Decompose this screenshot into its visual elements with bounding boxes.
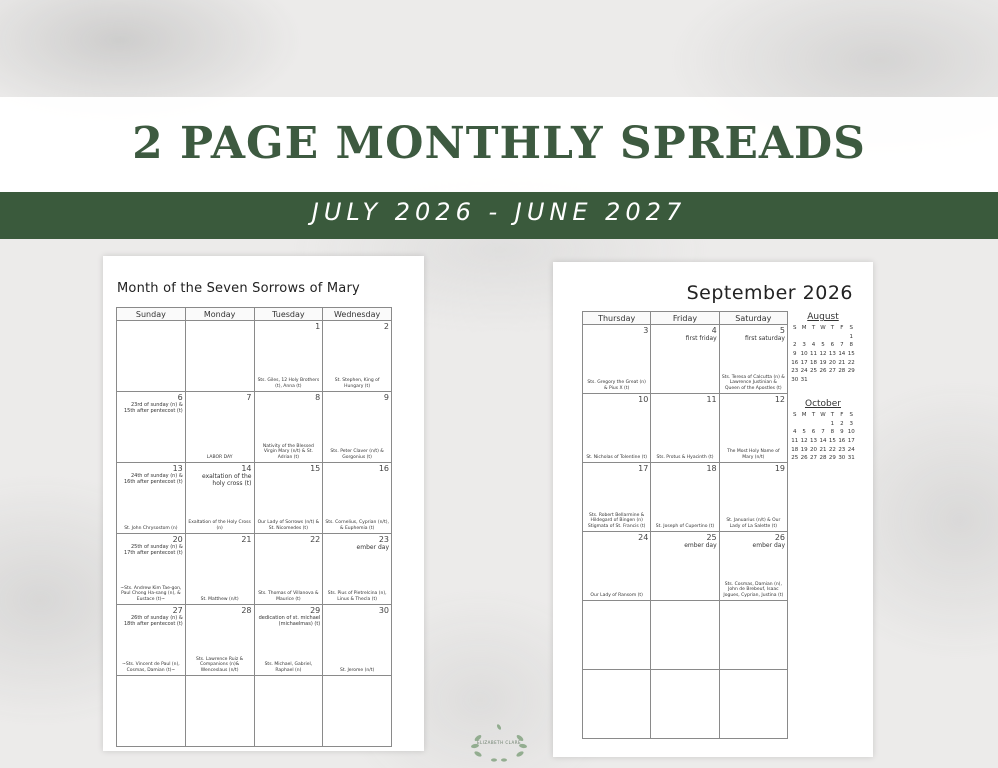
mini-weekday: M: [801, 325, 807, 332]
mini-day: 12: [819, 351, 827, 358]
calendar-grid-left: [116, 307, 392, 747]
mini-day: [809, 376, 818, 385]
month-theme-heading: Month of the Seven Sorrows of Mary: [117, 281, 360, 296]
feast-day-text: Exaltation of the Holy Cross (n): [188, 520, 251, 531]
calendar-week-row: [583, 394, 788, 463]
mini-day: 5: [821, 342, 825, 349]
mini-week-row: [790, 428, 856, 437]
liturgical-observance: ember day: [684, 542, 717, 549]
feast-day-text: St. Nicholas of Tolentine (t): [586, 454, 647, 460]
feast-day-text: St. Stephen, King of Hungary (t): [334, 378, 380, 389]
mini-day: 7: [840, 342, 844, 349]
mini-calendar-title: October: [804, 399, 842, 409]
mini-weekday: S: [849, 412, 854, 419]
calendar-day-cell: [254, 321, 323, 392]
feast-day-text: Sts. Gregory the Great (n) & Pius X (t): [587, 380, 646, 391]
mini-day: 25: [810, 368, 818, 375]
mini-weekday: T: [811, 325, 816, 332]
liturgical-observance: first saturday: [745, 335, 785, 342]
mini-weekday: S: [792, 412, 797, 419]
mini-week-row: [790, 376, 856, 385]
mini-day: 20: [810, 446, 818, 453]
mini-day: [809, 333, 818, 342]
mini-day: [828, 376, 837, 385]
day-number: 1: [315, 322, 321, 331]
calendar-week-row: [117, 321, 392, 392]
mini-day: 26: [800, 455, 808, 462]
feast-day-text: Sts. Cornelius, Cyprian (n/t), & Euphemia (t): [325, 520, 389, 531]
mini-day: 14: [819, 438, 827, 445]
calendar-day-cell: [583, 670, 651, 739]
mini-day: 21: [838, 359, 846, 366]
weekday-header: Sunday: [117, 308, 186, 321]
calendar-day-cell: [719, 532, 787, 601]
mini-week-row: [790, 445, 856, 454]
day-number: 11: [706, 395, 717, 404]
mini-day: [818, 333, 827, 342]
feast-day-text: Sts. Lawrence Ruiz & Companions (n)& Wenceslaus (n/t): [196, 656, 244, 673]
page-subtitle: JULY 2026 - JUNE 2027: [311, 198, 687, 226]
weekday-header: Tuesday: [254, 308, 323, 321]
weekday-header: Wednesday: [323, 308, 392, 321]
mini-weekday: W: [820, 412, 826, 419]
mini-day: 9: [840, 429, 844, 436]
day-number: 27: [172, 606, 183, 615]
mini-day: 2: [840, 420, 844, 427]
calendar-day-cell: [651, 601, 719, 670]
mini-day: 18: [791, 446, 799, 453]
calendar-day-cell: [185, 392, 254, 463]
calendar-day-cell: [185, 676, 254, 747]
feast-day-text: LABOR DAY: [206, 454, 233, 460]
day-number: 3: [643, 326, 649, 335]
mini-day: 31: [847, 455, 855, 462]
mini-day: [790, 333, 799, 342]
mini-week-row: [790, 420, 856, 429]
mini-day: 24: [800, 368, 808, 375]
mini-day: 16: [838, 438, 846, 445]
mini-week-row: [790, 454, 856, 463]
day-number: 24: [638, 533, 649, 542]
mini-week-row: [790, 350, 856, 359]
mini-day: 19: [800, 446, 808, 453]
weekday-header: Monday: [185, 308, 254, 321]
weekday-header: Thursday: [583, 312, 651, 325]
feast-day-text: St. Joseph of Cupertino (t): [655, 523, 715, 529]
mini-day: 9: [792, 351, 797, 358]
day-number: 22: [310, 535, 321, 544]
feast-day-text: Our Lady of Sorrows (n/t) & St. Nicomedes (t): [257, 520, 320, 531]
mini-day: 2: [792, 342, 797, 349]
mini-day: 15: [847, 351, 855, 358]
mini-weekday: M: [801, 412, 807, 419]
mini-day: 21: [819, 446, 827, 453]
mini-calendar-august: [790, 312, 856, 384]
brand-logo: [466, 718, 532, 766]
mini-day: 22: [847, 359, 855, 366]
feast-day-text: Sts. Giles, 12 Holy Brothers (t), Anna (t): [257, 378, 320, 389]
calendar-day-cell: [651, 532, 719, 601]
day-number: 4: [711, 326, 717, 335]
calendar-day-cell: [117, 463, 186, 534]
mini-day: [799, 333, 808, 342]
calendar-day-cell: [583, 601, 651, 670]
mini-week-row: [790, 341, 856, 350]
calendar-day-cell: [719, 601, 787, 670]
mini-day: [809, 420, 818, 429]
calendar-day-cell: [719, 670, 787, 739]
mini-day: 14: [838, 351, 846, 358]
mini-day: 28: [819, 455, 827, 462]
calendar-week-row: [117, 463, 392, 534]
weekday-header: Friday: [651, 312, 719, 325]
day-number: 25: [706, 533, 717, 542]
calendar-day-cell: [117, 392, 186, 463]
mini-day: 8: [849, 342, 854, 349]
feast-day-text: ~Sts. Andrew Kim Tae-gon, Paul Chong Ha-sang (n), & Eustace (t)~: [120, 585, 182, 602]
feast-day-text: St. Jerome (n/t): [339, 667, 375, 673]
calendar-day-cell: [185, 463, 254, 534]
calendar-day-cell: [254, 392, 323, 463]
mini-day: [828, 333, 837, 342]
mini-calendar-title: August: [807, 312, 839, 322]
calendar-day-cell: [651, 670, 719, 739]
calendar-day-cell: [719, 463, 787, 532]
calendar-day-cell: [323, 534, 392, 605]
day-number: 12: [774, 395, 785, 404]
mini-day: 4: [811, 342, 816, 349]
mini-day: 17: [800, 359, 808, 366]
mini-weekday: F: [840, 412, 844, 419]
day-number: 30: [378, 606, 389, 615]
mini-day: 8: [830, 429, 835, 436]
mini-day: 31: [800, 376, 808, 383]
calendar-day-cell: [323, 605, 392, 676]
feast-day-text: St. Januarius (n/t) & Our Lady of La Salette (t): [726, 518, 781, 529]
mini-day: 30: [791, 376, 799, 383]
day-number: 23: [378, 535, 389, 544]
mini-day: 22: [828, 446, 836, 453]
brand-logo-text: ELIZABETH CLARE: [476, 740, 522, 745]
mini-day: 24: [847, 446, 855, 453]
mini-calendar-grid: [790, 324, 856, 384]
mini-day: 27: [810, 455, 818, 462]
calendar-week-row: [117, 676, 392, 747]
mini-day: [837, 333, 846, 342]
mini-day: 20: [828, 359, 836, 366]
calendar-day-cell: [719, 394, 787, 463]
mini-weekday: F: [840, 325, 844, 332]
calendar-day-cell: [117, 534, 186, 605]
feast-day-text: St. Matthew (n/t): [200, 596, 239, 602]
calendar-day-cell: [117, 605, 186, 676]
calendar-week-row: [583, 670, 788, 739]
mini-weekday-row: [790, 324, 856, 333]
mini-calendar-grid: [790, 411, 856, 463]
mini-calendar-october: [790, 399, 856, 463]
mini-day: [847, 376, 856, 385]
feast-day-text: Sts. Robert Bellarmine & Hildegard of Bingen (n) Stigmata of St. Francis (t): [587, 512, 646, 529]
feast-day-text: Sts. Michael, Gabriel, Raphael (n): [264, 662, 313, 673]
mini-day: 15: [828, 438, 836, 445]
mini-day: 29: [847, 368, 855, 375]
liturgical-observance: 26th of sunday (n) & 18th after pentecost (t): [123, 615, 183, 627]
calendar-week-row: [117, 534, 392, 605]
mini-day: 10: [847, 429, 855, 436]
calendar-grid-right: [582, 311, 788, 739]
calendar-day-cell: [583, 394, 651, 463]
liturgical-observance: 25th of sunday (n) & 17th after pentecost (t): [123, 544, 183, 556]
mini-day: 18: [810, 359, 818, 366]
feast-day-text: Sts. Cosmas, Damian (n), John de Brebeuf, Isaac Jogues, Cyprian, Justina (t): [723, 581, 784, 598]
liturgical-observance: exaltation of the holy cross (t): [202, 473, 252, 487]
day-number: 21: [241, 535, 252, 544]
mini-day: 13: [828, 351, 836, 358]
day-number: 29: [310, 606, 321, 615]
day-number: 15: [310, 464, 321, 473]
day-number: 14: [241, 464, 252, 473]
mini-day: 26: [819, 368, 827, 375]
feast-day-text: St. John Chrysostom (n): [124, 525, 178, 531]
mini-day: 10: [800, 351, 808, 358]
calendar-day-cell: [323, 321, 392, 392]
mini-day: 3: [802, 342, 806, 349]
mini-day: 23: [791, 368, 799, 375]
mini-day: 5: [802, 429, 806, 436]
calendar-day-cell: [254, 605, 323, 676]
mini-day: 6: [811, 429, 816, 436]
mini-day: 1: [830, 420, 835, 427]
day-number: 16: [378, 464, 389, 473]
liturgical-observance: dedication of st. michael (michaelmas) (t): [258, 615, 321, 627]
calendar-day-cell: [117, 676, 186, 747]
mini-day: [790, 420, 799, 429]
day-number: 9: [383, 393, 389, 402]
mini-day: 7: [821, 429, 825, 436]
mini-day: 28: [838, 368, 846, 375]
calendar-day-cell: [651, 394, 719, 463]
feast-day-text: ~Sts. Vincent de Paul (n), Cosmas, Damian (t)~: [122, 662, 180, 673]
calendar-day-cell: [583, 463, 651, 532]
liturgical-observance: 23rd of sunday (n) & 15th after pentecost (t): [123, 402, 183, 414]
calendar-week-row: [583, 463, 788, 532]
calendar-day-cell: [323, 463, 392, 534]
day-number: 6: [177, 393, 183, 402]
calendar-day-cell: [323, 392, 392, 463]
mini-day: 6: [830, 342, 835, 349]
feast-day-text: Our Lady of Ransom (t): [590, 592, 643, 598]
mini-day: 12: [800, 438, 808, 445]
day-number: 20: [172, 535, 183, 544]
day-number: 13: [172, 464, 183, 473]
feast-day-text: Nativity of the Blessed Virgin Mary (n/t) & St. Adrian (t): [262, 443, 314, 460]
mini-weekday: T: [830, 325, 835, 332]
calendar-day-cell: [185, 605, 254, 676]
calendar-week-row: [583, 532, 788, 601]
day-number: 2: [383, 322, 389, 331]
day-number: 17: [638, 464, 649, 473]
feast-day-text: Sts. Protus & Hyacinth (t): [656, 454, 714, 460]
mini-week-row: [790, 333, 856, 342]
calendar-day-cell: [583, 325, 651, 394]
feast-day-text: Sts. Pius of Pietrelcina (n), Linus & Thecla (t): [327, 591, 387, 602]
mini-weekday: S: [792, 325, 797, 332]
feast-day-text: The Most Holy Name of Mary (n/t): [727, 449, 780, 460]
day-number: 28: [241, 606, 252, 615]
day-number: 5: [779, 326, 785, 335]
day-number: 26: [774, 533, 785, 542]
mini-day: [818, 376, 827, 385]
mini-weekday: W: [820, 325, 826, 332]
calendar-day-cell: [323, 676, 392, 747]
liturgical-observance: 24th of sunday (n) & 16th after pentecost (t): [123, 473, 183, 485]
calendar-week-row: [117, 392, 392, 463]
calendar-day-cell: [651, 325, 719, 394]
day-number: 7: [246, 393, 252, 402]
calendar-day-cell: [651, 463, 719, 532]
mini-day: [818, 420, 827, 429]
calendar-week-row: [583, 325, 788, 394]
month-year-heading: September 2026: [686, 282, 853, 304]
calendar-day-cell: [117, 321, 186, 392]
mini-day: 3: [849, 420, 854, 427]
mini-weekday: T: [830, 412, 835, 419]
mini-day: 4: [792, 429, 797, 436]
mini-day: 29: [828, 455, 836, 462]
liturgical-observance: ember day: [752, 542, 785, 549]
feast-day-text: Sts. Teresa of Calcutta (n) & Lawrence Justinian & Queen of the Apostles (t): [721, 374, 785, 391]
mini-weekday-row: [790, 411, 856, 420]
planner-page-right: [553, 262, 873, 757]
page-title: 2 PAGE MONTHLY SPREADS: [132, 118, 866, 169]
mini-day: [837, 376, 846, 385]
calendar-day-cell: [185, 534, 254, 605]
feast-day-text: Sts. Thomas of Villanova & Maurice (t): [258, 591, 319, 602]
calendar-day-cell: [254, 676, 323, 747]
day-number: 10: [638, 395, 649, 404]
mini-week-row: [790, 358, 856, 367]
calendar-week-row: [583, 601, 788, 670]
mini-day: 1: [849, 333, 854, 340]
mini-week-row: [790, 367, 856, 376]
mini-weekday: S: [849, 325, 854, 332]
mini-day: 19: [819, 359, 827, 366]
weekday-header: Saturday: [719, 312, 787, 325]
mini-week-row: [790, 437, 856, 446]
mini-day: 11: [791, 438, 799, 445]
calendar-day-cell: [185, 321, 254, 392]
mini-day: 23: [838, 446, 846, 453]
calendar-day-cell: [254, 463, 323, 534]
calendar-day-cell: [583, 532, 651, 601]
mini-day: 27: [828, 368, 836, 375]
mini-day: 16: [791, 359, 799, 366]
day-number: 19: [774, 464, 785, 473]
liturgical-observance: ember day: [356, 544, 389, 551]
calendar-week-row: [117, 605, 392, 676]
feast-day-text: Sts. Peter Claver (n/t) & Gorgonius (t): [330, 449, 384, 460]
day-number: 8: [315, 393, 321, 402]
planner-page-left: [103, 256, 424, 751]
liturgical-observance: first friday: [685, 335, 717, 342]
mini-day: [799, 420, 808, 429]
mini-day: 30: [838, 455, 846, 462]
mini-day: 11: [810, 351, 818, 358]
day-number: 18: [706, 464, 717, 473]
mini-day: 17: [847, 438, 855, 445]
calendar-day-cell: [719, 325, 787, 394]
mini-weekday: T: [811, 412, 816, 419]
mini-day: 13: [810, 438, 818, 445]
calendar-day-cell: [254, 534, 323, 605]
mini-day: 25: [791, 455, 799, 462]
